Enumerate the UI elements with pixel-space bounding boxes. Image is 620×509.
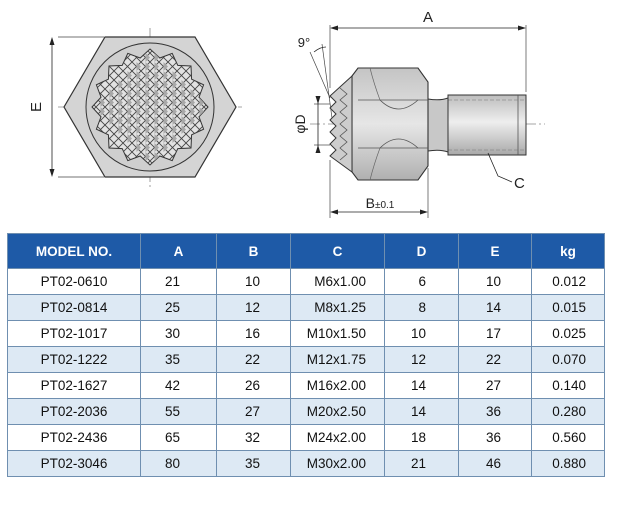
table-row — [8, 373, 605, 399]
cell-kg: 0.015 — [532, 295, 605, 321]
cell-b: 26 — [217, 373, 291, 399]
table-row — [8, 425, 605, 451]
cell-e: 27 — [459, 373, 532, 399]
cell-e: 22 — [459, 347, 532, 373]
dim-label-e: E — [28, 101, 45, 113]
dim-label-a: A — [422, 9, 434, 26]
knurled-face — [8, 37, 292, 177]
cell-a: 80 — [141, 451, 217, 477]
cell-model-no: PT02-2036 — [8, 399, 141, 425]
table-row — [8, 295, 605, 321]
column-header-b: B — [217, 234, 291, 269]
cell-model-no: PT02-2436 — [8, 425, 141, 451]
cell-c: M30x2.00 — [291, 451, 385, 477]
cell-b: 22 — [217, 347, 291, 373]
cell-d: 10 — [385, 321, 459, 347]
table-row — [8, 321, 605, 347]
technical-drawing — [0, 0, 620, 232]
cell-kg: 0.880 — [532, 451, 605, 477]
neck — [428, 98, 448, 152]
cell-d: 8 — [385, 295, 459, 321]
table-row — [8, 451, 605, 477]
cell-a: 65 — [141, 425, 217, 451]
table-row — [8, 269, 605, 295]
cell-a: 25 — [141, 295, 217, 321]
column-header-a: A — [141, 234, 217, 269]
column-header-d: D — [385, 234, 459, 269]
dim-label-c: C — [514, 175, 525, 192]
cell-kg: 0.070 — [532, 347, 605, 373]
cell-a: 55 — [141, 399, 217, 425]
cell-kg: 0.280 — [532, 399, 605, 425]
front-view — [8, 28, 292, 190]
threaded-shaft — [448, 95, 526, 155]
cell-c: M8x1.25 — [291, 295, 385, 321]
cell-e: 36 — [459, 399, 532, 425]
cell-b: 35 — [217, 451, 291, 477]
cell-kg: 0.140 — [532, 373, 605, 399]
table-row — [8, 399, 605, 425]
cell-b: 32 — [217, 425, 291, 451]
cell-d: 6 — [385, 269, 459, 295]
column-header-c: C — [291, 234, 385, 269]
cell-b: 10 — [217, 269, 291, 295]
cell-d: 21 — [385, 451, 459, 477]
table-body — [8, 269, 605, 477]
cell-model-no: PT02-1222 — [8, 347, 141, 373]
column-header-e: E — [459, 234, 532, 269]
cell-a: 42 — [141, 373, 217, 399]
table-row — [8, 347, 605, 373]
side-view — [292, 9, 545, 218]
cell-b: 12 — [217, 295, 291, 321]
dim-label-b-tolerance: ±0.1 — [374, 200, 395, 211]
cell-model-no: PT02-3046 — [8, 451, 141, 477]
cell-kg: 0.560 — [532, 425, 605, 451]
cell-e: 36 — [459, 425, 532, 451]
dim-label-d: φD — [292, 114, 308, 134]
cell-model-no: PT02-1017 — [8, 321, 141, 347]
cell-d: 18 — [385, 425, 459, 451]
cell-a: 21 — [141, 269, 217, 295]
cell-kg: 0.012 — [532, 269, 605, 295]
cell-model-no: PT02-0610 — [8, 269, 141, 295]
cell-c: M16x2.00 — [291, 373, 385, 399]
table-header-row — [8, 234, 605, 269]
column-header-kg: kg — [532, 234, 605, 269]
hex-head-profile — [352, 68, 428, 180]
cell-c: M6x1.00 — [291, 269, 385, 295]
serrated-tip — [330, 76, 352, 172]
cell-c: M24x2.00 — [291, 425, 385, 451]
dim-label-angle: 9° — [297, 35, 311, 50]
cell-e: 10 — [459, 269, 532, 295]
cell-model-no: PT02-1627 — [8, 373, 141, 399]
specification-table — [7, 233, 605, 477]
cell-e: 17 — [459, 321, 532, 347]
cell-d: 14 — [385, 399, 459, 425]
cell-b: 16 — [217, 321, 291, 347]
cell-c: M10x1.50 — [291, 321, 385, 347]
dim-label-b-group — [366, 195, 395, 211]
cell-kg: 0.025 — [532, 321, 605, 347]
cell-b: 27 — [217, 399, 291, 425]
cell-e: 14 — [459, 295, 532, 321]
cell-d: 14 — [385, 373, 459, 399]
cell-d: 12 — [385, 347, 459, 373]
cell-a: 30 — [141, 321, 217, 347]
cell-e: 46 — [459, 451, 532, 477]
cell-model-no: PT02-0814 — [8, 295, 141, 321]
column-header-model-no: MODEL NO. — [8, 234, 141, 269]
cell-a: 35 — [141, 347, 217, 373]
dim-label-b: B — [365, 195, 375, 211]
cell-c: M12x1.75 — [291, 347, 385, 373]
cell-c: M20x2.50 — [291, 399, 385, 425]
